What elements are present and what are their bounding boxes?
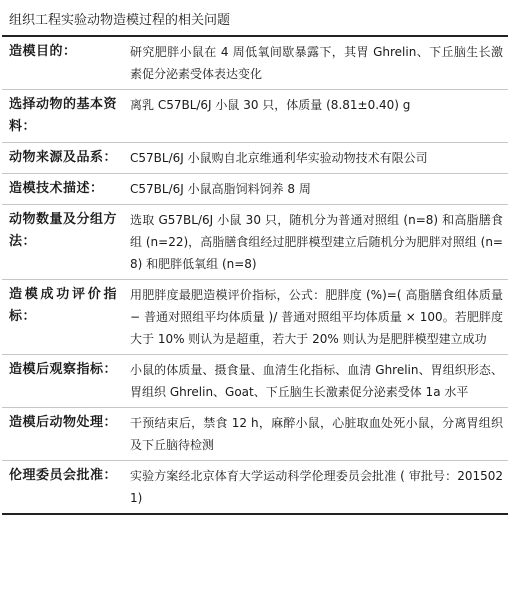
table-row (2, 461, 508, 515)
row-label: 造模后动物处理： (2, 408, 125, 461)
table-title: 组织工程实验动物造模过程的相关问题 (2, 4, 508, 37)
row-value: 研究肥胖小鼠在 4 周低氧间歇暴露下，其胃 Ghrelin、下丘脑生长激素促分泌素受体表达变化 (125, 37, 508, 90)
table-row (2, 143, 508, 174)
row-label: 造模后观察指标： (2, 355, 125, 408)
row-value: 用肥胖度最肥造模评价指标，公式：肥胖度 (%)=( 高脂膳食组体质量 − 普通对照组平均体质量 )/ 普通对照组平均体质量 × 100。若肥胖度大于 10% 则认为是超重，若大于 20% 则认为是肥胖模型建立成功 (125, 280, 508, 355)
table-row (2, 205, 508, 280)
table-row (2, 174, 508, 205)
table-row (2, 37, 508, 90)
row-value: C57BL/6J 小鼠购自北京维通利华实验动物技术有限公司 (125, 143, 508, 174)
table-row (2, 280, 508, 355)
row-label: 动物来源及品系： (2, 143, 125, 174)
table-row (2, 90, 508, 143)
row-label: 造模目的： (2, 37, 125, 90)
model-info-table (2, 37, 508, 515)
row-label: 动物数量及分组方法： (2, 205, 125, 280)
table-row (2, 408, 508, 461)
row-label: 选择动物的基本资料： (2, 90, 125, 143)
row-label: 造模成功评价指标： (2, 280, 125, 355)
row-value: 离乳 C57BL/6J 小鼠 30 只，体质量 (8.81±0.40) g (125, 90, 508, 143)
row-value: C57BL/6J 小鼠高脂饲料饲养 8 周 (125, 174, 508, 205)
row-value: 选取 G57BL/6J 小鼠 30 只，随机分为普通对照组 (n=8) 和高脂膳食组 (n=22)，高脂膳食组经过肥胖模型建立后随机分为肥胖对照组 (n=8) 和肥胖低氧组 (n=8) (125, 205, 508, 280)
row-label: 造模技术描述： (2, 174, 125, 205)
table-row (2, 355, 508, 408)
document-table-container (2, 4, 508, 515)
row-value: 干预结束后，禁食 12 h，麻醉小鼠，心脏取血处死小鼠，分离胃组织及下丘脑待检测 (125, 408, 508, 461)
row-value: 小鼠的体质量、摄食量、血清生化指标、血清 Ghrelin、胃组织形态、胃组织 Ghrelin、Goat、下丘脑生长激素促分泌素受体 1a 水平 (125, 355, 508, 408)
row-label: 伦理委员会批准： (2, 461, 125, 515)
row-value: 实验方案经北京体育大学运动科学伦理委员会批准 ( 审批号：2015021) (125, 461, 508, 515)
